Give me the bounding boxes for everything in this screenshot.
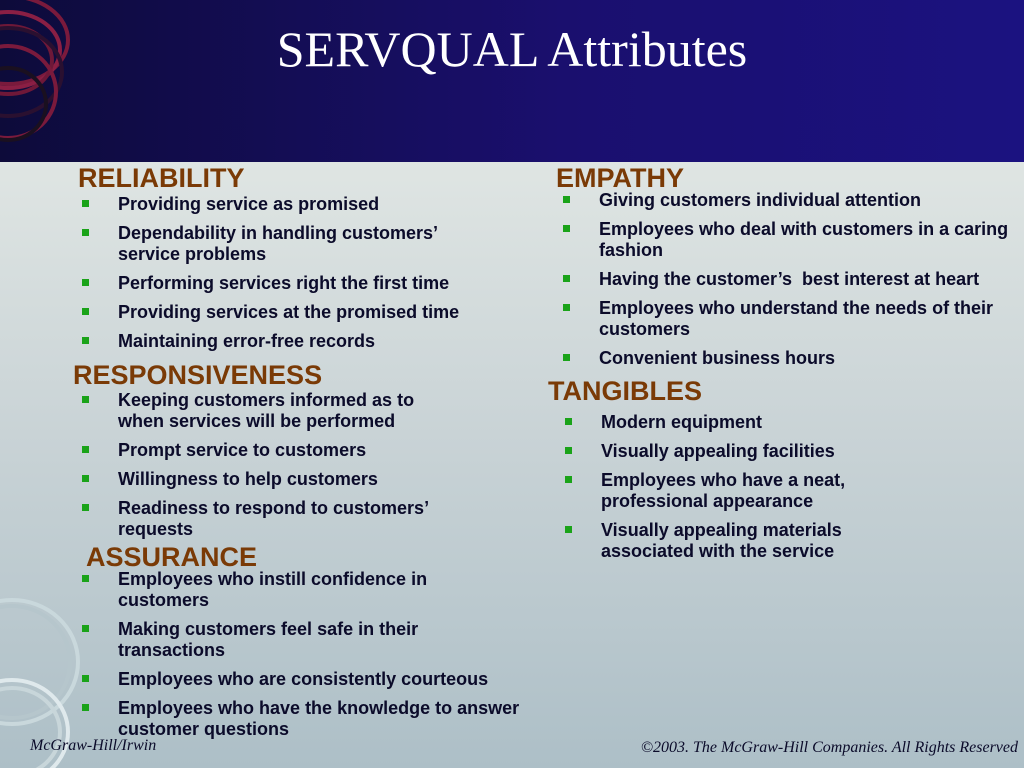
bullet-icon <box>82 575 89 582</box>
bullet-icon <box>82 308 89 315</box>
list-item: Performing services right the first time <box>80 273 500 294</box>
bullet-icon <box>563 354 570 361</box>
bullet-icon <box>82 200 89 207</box>
list-item: Employees who have the knowledge to answer customer questions <box>80 698 538 740</box>
empathy-list <box>561 190 1021 377</box>
list-item: Readiness to respond to customers’ requests <box>80 498 460 540</box>
bullet-icon <box>82 475 89 482</box>
list-item: Dependability in handling customers’ service problems <box>80 223 500 265</box>
bullet-icon <box>563 196 570 203</box>
list-item: Having the customer’s best interest at heart <box>561 269 1021 290</box>
assurance-list <box>80 569 540 748</box>
list-item: Employees who instill confidence in customers <box>80 569 498 611</box>
list-item: Visually appealing facilities <box>563 441 883 462</box>
bullet-icon <box>563 304 570 311</box>
bullet-icon <box>82 704 89 711</box>
bullet-icon <box>82 279 89 286</box>
bullet-icon <box>82 446 89 453</box>
bullet-icon <box>82 625 89 632</box>
bullet-icon <box>82 675 89 682</box>
footer-copyright: ©2003. The McGraw-Hill Companies. All Rights Reserved <box>640 739 1018 756</box>
list-item: Convenient business hours <box>561 348 1021 369</box>
list-item: Maintaining error-free records <box>80 331 500 352</box>
list-item: Employees who deal with customers in a caring fashion <box>561 219 1024 261</box>
responsiveness-heading: RESPONSIVENESS <box>73 360 323 390</box>
slide-header <box>0 0 1024 162</box>
list-item: Employees who have a neat, professional appearance <box>563 470 891 512</box>
list-item: Giving customers individual attention <box>561 190 1021 211</box>
list-item: Visually appealing materials associated with the service <box>563 520 883 562</box>
bullet-icon <box>563 225 570 232</box>
bullet-icon <box>565 476 572 483</box>
bullet-icon <box>82 229 89 236</box>
bullet-icon <box>82 396 89 403</box>
list-item: Making customers feel safe in their transactions <box>80 619 478 661</box>
bullet-icon <box>565 418 572 425</box>
responsiveness-list <box>80 390 460 548</box>
bullet-icon <box>563 275 570 282</box>
reliability-heading: RELIABILITY <box>78 163 245 193</box>
reliability-list <box>80 194 500 360</box>
list-item: Employees who understand the needs of their customers <box>561 298 1024 340</box>
bullet-icon <box>565 526 572 533</box>
slide-title: SERVQUAL Attributes <box>276 21 748 77</box>
list-item: Modern equipment <box>563 412 883 433</box>
empathy-heading: EMPATHY <box>556 163 684 193</box>
tangibles-heading: TANGIBLES <box>548 376 702 406</box>
bullet-icon <box>82 504 89 511</box>
footer-publisher: McGraw-Hill/Irwin <box>30 737 157 754</box>
list-item: Willingness to help customers <box>80 469 460 490</box>
list-item: Providing service as promised <box>80 194 500 215</box>
bullet-icon <box>565 447 572 454</box>
list-item: Prompt service to customers <box>80 440 460 461</box>
list-item: Keeping customers informed as to when services will be performed <box>80 390 460 432</box>
bullet-icon <box>82 337 89 344</box>
list-item: Employees who are consistently courteous <box>80 669 540 690</box>
list-item: Providing services at the promised time <box>80 302 500 323</box>
tangibles-list <box>563 412 883 570</box>
assurance-heading: ASSURANCE <box>86 542 258 572</box>
